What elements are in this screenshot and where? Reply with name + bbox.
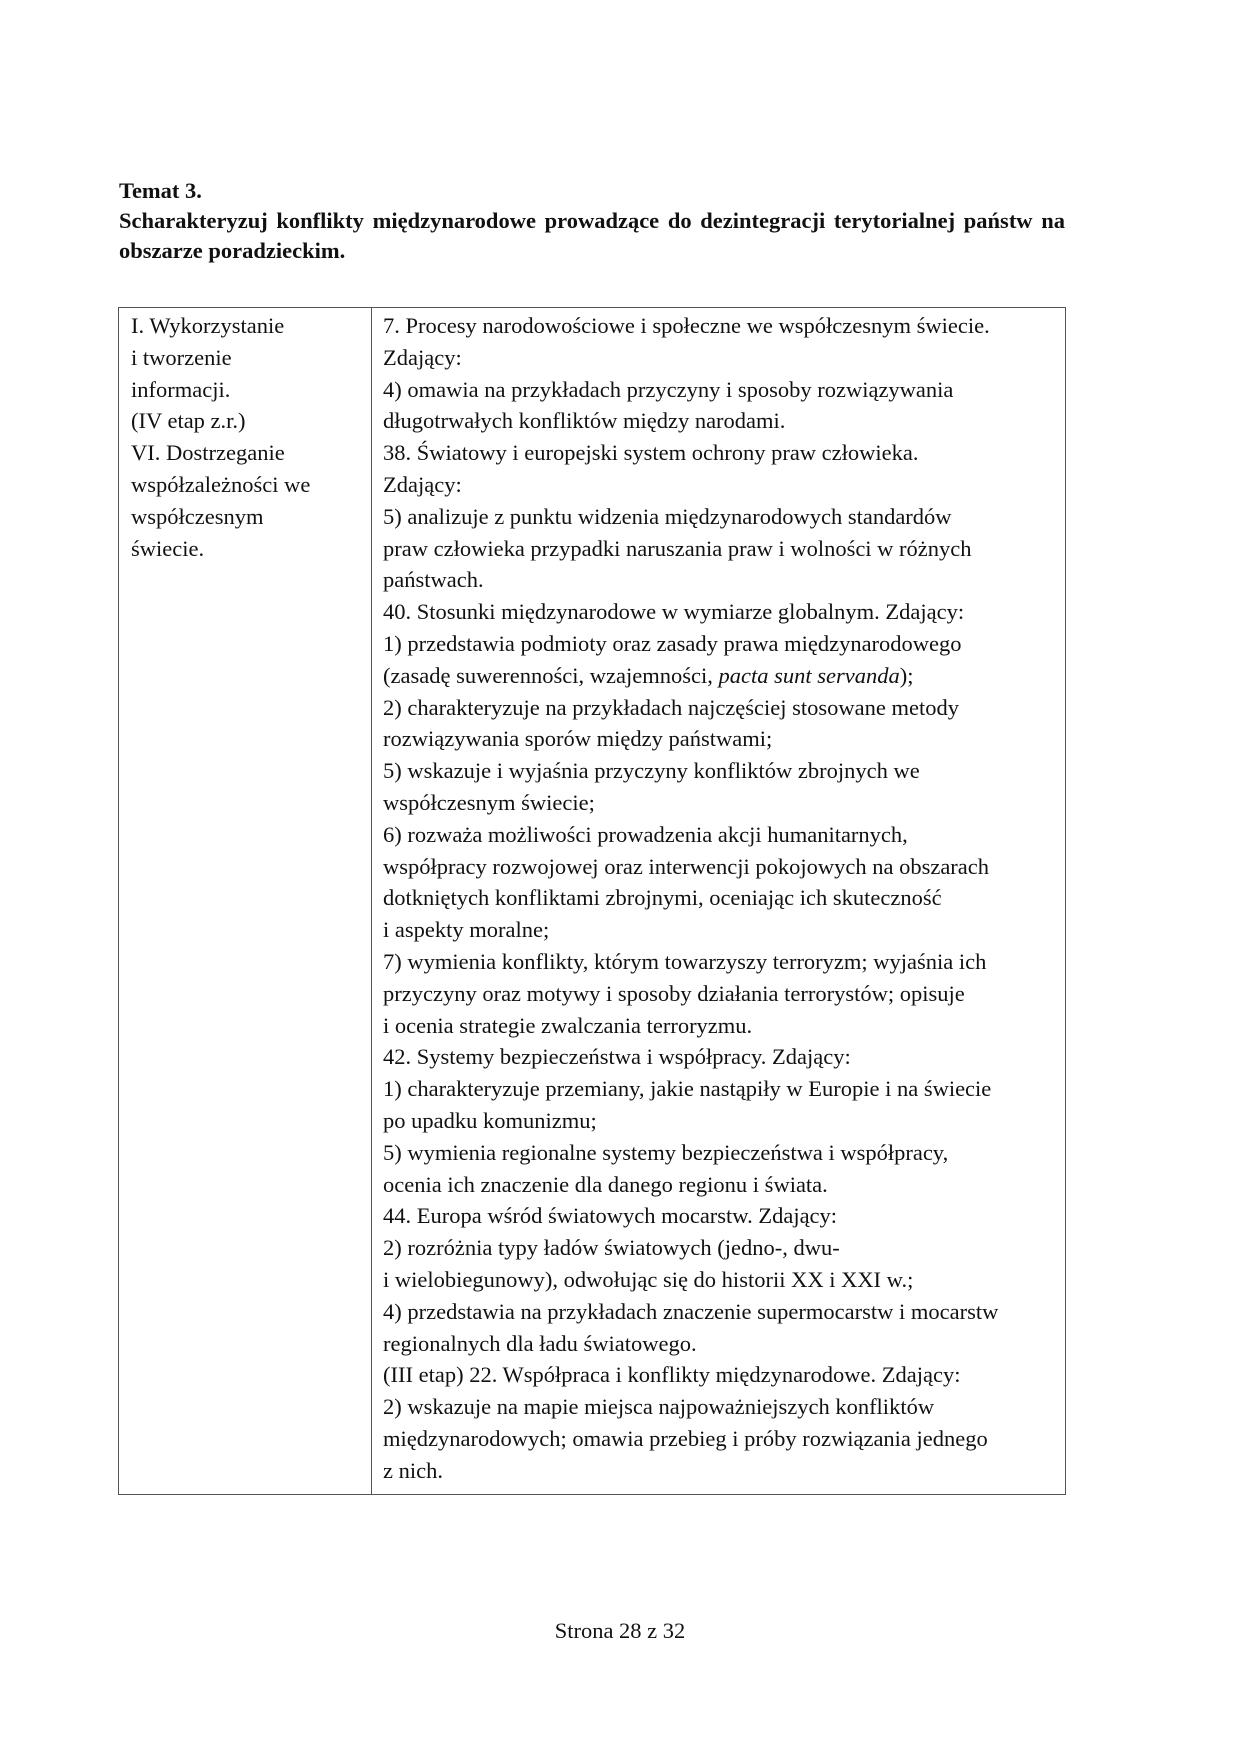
topic-title: Temat 3. [119, 178, 202, 203]
list-item: współpracy rozwojowej oraz interwencji pokojowych na obszarach [383, 853, 990, 879]
list-item: z nich. [383, 1457, 443, 1483]
list-item: 5) wskazuje i wyjaśnia przyczyny konfliktów zbrojnych we [383, 758, 920, 784]
list-item: i aspekty moralne; [383, 917, 550, 943]
list-item: współczesnym [131, 503, 264, 529]
list-item: dotkniętych konfliktami zbrojnymi, oceniając ich skuteczność [383, 885, 942, 911]
list-item: (III etap) 22. Współpraca i konflikty międzynarodowe. Zdający: [383, 1362, 961, 1388]
list-item: 6) rozważa możliwości prowadzenia akcji humanitarnych, [383, 821, 908, 847]
list-item: 1) przedstawia podmioty oraz zasady prawa międzynarodowego [383, 630, 962, 656]
list-item: 7) wymienia konflikty, którym towarzyszy terroryzm; wyjaśnia ich [383, 948, 987, 974]
table-row [119, 308, 1066, 1495]
list-item: międzynarodowych; omawia przebieg i próby rozwiązania jednego [383, 1425, 988, 1451]
list-item: 5) analizuje z punktu widzenia międzynarodowych standardów [383, 503, 952, 529]
list-item: 44. Europa wśród światowych mocarstw. Zdający: [383, 1203, 838, 1229]
list-item: praw człowieka przypadki naruszania praw i wolności w różnych [383, 535, 972, 561]
list-item: (zasadę suwerenności, wzajemności, pacta sunt servanda); [383, 662, 914, 688]
list-item: i tworzenie [131, 344, 232, 370]
list-item: po upadku komunizmu; [383, 1107, 597, 1133]
general-requirements-cell [119, 308, 372, 1495]
list-item: 42. Systemy bezpieczeństwa i współpracy. Zdający: [383, 1044, 851, 1070]
list-item: 1) charakteryzuje przemiany, jakie nastąpiły w Europie i na świecie [383, 1076, 992, 1102]
topic-question: Scharakteryzuj konflikty międzynarodowe prowadzące do dezintegracji terytorialnej państw na obszarze poradzieckim. [119, 208, 1065, 263]
list-item: świecie. [131, 535, 205, 561]
list-item: 2) wskazuje na mapie miejsca najpoważniejszych konfliktów [383, 1394, 935, 1420]
list-item: Zdający: [383, 344, 462, 370]
list-item: regionalnych dla ładu światowego. [383, 1330, 697, 1356]
list-item: 7. Procesy narodowościowe i społeczne we współczesnym świecie. [383, 313, 990, 338]
list-item: i ocenia strategie zwalczania terroryzmu. [383, 1012, 753, 1038]
list-item: współzależności we [131, 471, 311, 497]
requirements-table [118, 307, 1066, 1495]
list-item: informacji. [131, 376, 231, 402]
list-item: I. Wykorzystanie [131, 313, 285, 338]
list-item: współczesnym świecie; [383, 789, 595, 815]
list-item: rozwiązywania sporów między państwami; [383, 726, 773, 752]
list-item: ocenia ich znaczenie dla danego regionu i świata. [383, 1171, 828, 1197]
list-item: 2) charakteryzuje na przykładach najczęściej stosowane metody [383, 694, 959, 720]
list-item: państwach. [383, 567, 484, 593]
list-item: Zdający: [383, 471, 462, 497]
list-item: 5) wymienia regionalne systemy bezpieczeństwa i współpracy, [383, 1139, 949, 1165]
list-item: VI. Dostrzeganie [131, 440, 285, 466]
list-item: 4) przedstawia na przykładach znaczenie supermocarstw i mocarstw [383, 1298, 999, 1324]
list-item: 2) rozróżnia typy ładów światowych (jedno-, dwu- [383, 1235, 840, 1261]
list-item: przyczyny oraz motywy i sposoby działania terrorystów; opisuje [383, 980, 965, 1006]
detailed-requirements-cell [372, 308, 1066, 1495]
list-item: (IV etap z.r.) [131, 408, 246, 434]
list-item: 38. Światowy i europejski system ochrony praw człowieka. [383, 440, 919, 466]
list-item: 40. Stosunki międzynarodowe w wymiarze globalnym. Zdający: [383, 599, 965, 625]
list-item: długotrwałych konfliktów między narodami. [383, 408, 786, 434]
list-item: i wielobiegunowy), odwołując się do historii XX i XXI w.; [383, 1266, 914, 1292]
topic-heading [119, 176, 1065, 266]
list-item: 4) omawia na przykładach przyczyny i sposoby rozwiązywania [383, 376, 954, 402]
page-number: Strona 28 z 32 [554, 1618, 686, 1643]
